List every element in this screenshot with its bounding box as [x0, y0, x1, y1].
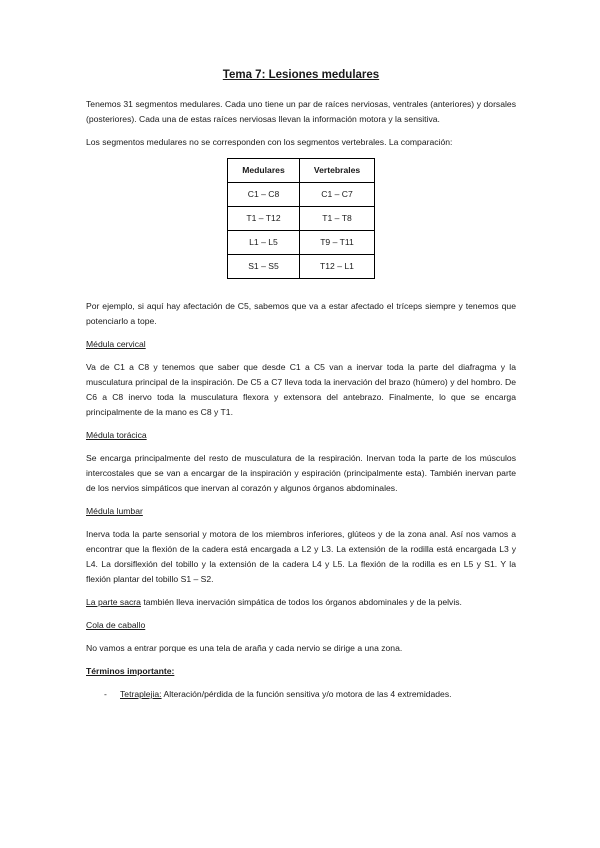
term-label: Tetraplejia: [120, 689, 162, 699]
table-cell: C1 – C7 [300, 183, 375, 207]
segments-table [227, 158, 375, 279]
table-cell: T12 – L1 [300, 255, 375, 279]
cola-paragraph: No vamos a entrar porque es una tela de araña y cada nervio se dirige a una zona. [86, 643, 403, 653]
terminos-heading: Términos importante: [86, 666, 175, 676]
table-row [228, 183, 375, 207]
intro-paragraph: Tenemos 31 segmentos medulares. Cada uno tiene un par de raíces nerviosas, ventrales (anteriores) y dorsales (posteriores). Cada una de estas raíces nerviosas llevan la información motora y la sensitiva. [86, 99, 516, 124]
table-cell: C1 – C8 [228, 183, 300, 207]
table-row [228, 207, 375, 231]
terminos-list [86, 687, 516, 702]
table-cell: S1 – S5 [228, 255, 300, 279]
bullet-dash: - [104, 689, 107, 699]
table-cell: T1 – T8 [300, 207, 375, 231]
cervical-paragraph: Va de C1 a C8 y tenemos que saber que desde C1 a C5 van a inervar toda la parte del diafragma y la musculatura principal de la inspiración. De C5 a C7 lleva toda la inervación del brazo (húmero) y del hombro. De C6 a C8 inervo toda la musculatura flexora y extensora del antebrazo. Finalmente, lo que se encarga principalmente de la mano es C8 y T1. [86, 362, 516, 417]
cola-heading: Cola de caballo [86, 620, 146, 630]
sacra-label: La parte sacra [86, 597, 141, 607]
table-cell: L1 – L5 [228, 231, 300, 255]
example-paragraph: Por ejemplo, si aquí hay afectación de C5, sabemos que va a estar afectado el tríceps siempre y tenemos que potenciarlo a tope. [86, 301, 516, 326]
table-header-row [228, 159, 375, 183]
document-page [86, 68, 516, 702]
term-definition: Alteración/pérdida de la función sensitiva y/o motora de las 4 extremidades. [161, 689, 452, 699]
list-item [86, 687, 516, 702]
toracica-heading: Médula torácica [86, 430, 147, 440]
sacra-paragraph [86, 595, 516, 610]
toracica-paragraph: Se encarga principalmente del resto de musculatura de la respiración. Inervan toda la parte de los músculos intercostales que se van a encargar de la inspiración y espiración (principalmente esta). También inervan parte de los nervios simpáticos que inervan al corazón y algunos órganos abdominales. [86, 453, 516, 493]
comparison-intro: Los segmentos medulares no se corresponden con los segmentos vertebrales. La comparación: [86, 137, 453, 147]
lumbar-paragraph: Inerva toda la parte sensorial y motora de los miembros inferiores, glúteos y de la zona anal. Así nos vamos a encontrar que la flexión de la cadera está encargada a L2 y L3. La extensión de la rodilla está encargada L3 y L4. La dorsiflexión del tobillo y la extensión de la cadera L4 y L5. La flexión de la rodilla es en L5 y S1. Y la flexión plantar del tobillo S1 – S2. [86, 529, 516, 584]
table-header-vertebrales: Vertebrales [300, 159, 375, 183]
table-header-medulares: Medulares [228, 159, 300, 183]
lumbar-heading: Médula lumbar [86, 506, 143, 516]
sacra-text: también lleva inervación simpática de todos los órganos abdominales y de la pelvis. [140, 597, 462, 607]
table-row [228, 255, 375, 279]
table-cell: T1 – T12 [228, 207, 300, 231]
cervical-heading: Médula cervical [86, 339, 146, 349]
table-row [228, 231, 375, 255]
document-title: Tema 7: Lesiones medulares [222, 69, 380, 81]
table-cell: T9 – T11 [300, 231, 375, 255]
